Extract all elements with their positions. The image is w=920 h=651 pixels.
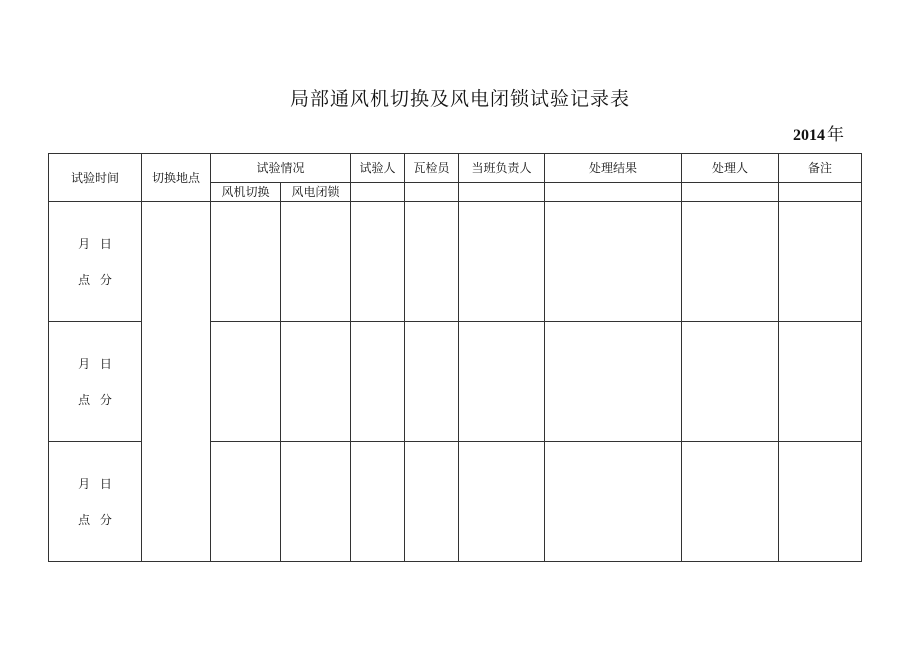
- empty-cell: [459, 322, 545, 442]
- header-blank-cell: [351, 183, 405, 202]
- empty-cell: [545, 322, 682, 442]
- empty-cell: [281, 202, 351, 322]
- empty-cell: [351, 322, 405, 442]
- time-cell: [49, 442, 142, 562]
- empty-cell: [779, 202, 862, 322]
- empty-cell: [211, 202, 281, 322]
- date-text: 月 日: [78, 356, 112, 371]
- header-result: 处理结果: [545, 154, 682, 183]
- year-label: [772, 124, 844, 147]
- empty-cell: [211, 322, 281, 442]
- empty-cell: [459, 202, 545, 322]
- header-blank-cell: [405, 183, 459, 202]
- header-handler: 处理人: [682, 154, 779, 183]
- clock-text: 点 分: [78, 392, 112, 407]
- header-blank-cell: [779, 183, 862, 202]
- empty-cell: [281, 442, 351, 562]
- empty-cell: [545, 442, 682, 562]
- empty-cell: [351, 442, 405, 562]
- record-table: [48, 153, 862, 562]
- header-blank-cell: [545, 183, 682, 202]
- header-shift-leader: 当班负责人: [459, 154, 545, 183]
- clock-text: 点 分: [78, 512, 112, 527]
- header-tester: 试验人: [351, 154, 405, 183]
- clock-text: 点 分: [78, 272, 112, 287]
- header-blank-cell: [682, 183, 779, 202]
- empty-cell: [682, 202, 779, 322]
- header-gas-inspector: 瓦检员: [405, 154, 459, 183]
- header-remarks: 备注: [779, 154, 862, 183]
- empty-cell: [211, 442, 281, 562]
- table-row: [49, 202, 862, 322]
- empty-cell: [281, 322, 351, 442]
- page-title: 局部通风机切换及风电闭锁试验记录表: [289, 88, 630, 110]
- date-text: 月 日: [78, 476, 112, 491]
- empty-cell: [405, 202, 459, 322]
- header-location: 切换地点: [142, 154, 211, 202]
- date-text: 月 日: [78, 236, 112, 251]
- empty-cell: [779, 442, 862, 562]
- header-wind-electric-lock: 风电闭锁: [281, 183, 351, 202]
- empty-cell: [545, 202, 682, 322]
- empty-cell: [405, 442, 459, 562]
- empty-cell: [459, 442, 545, 562]
- empty-cell: [405, 322, 459, 442]
- header-test-status: 试验情况: [211, 154, 351, 183]
- header-fan-switch: 风机切换: [211, 183, 281, 202]
- year-suffix: 年: [827, 125, 844, 145]
- location-cell: [142, 202, 211, 562]
- header-blank-cell: [459, 183, 545, 202]
- time-cell: [49, 322, 142, 442]
- header-test-time: 试验时间: [49, 154, 142, 202]
- empty-cell: [682, 442, 779, 562]
- year-number: 2014: [793, 127, 825, 144]
- empty-cell: [682, 322, 779, 442]
- empty-cell: [779, 322, 862, 442]
- empty-cell: [351, 202, 405, 322]
- header-row-1: [49, 154, 862, 183]
- time-cell: [49, 202, 142, 322]
